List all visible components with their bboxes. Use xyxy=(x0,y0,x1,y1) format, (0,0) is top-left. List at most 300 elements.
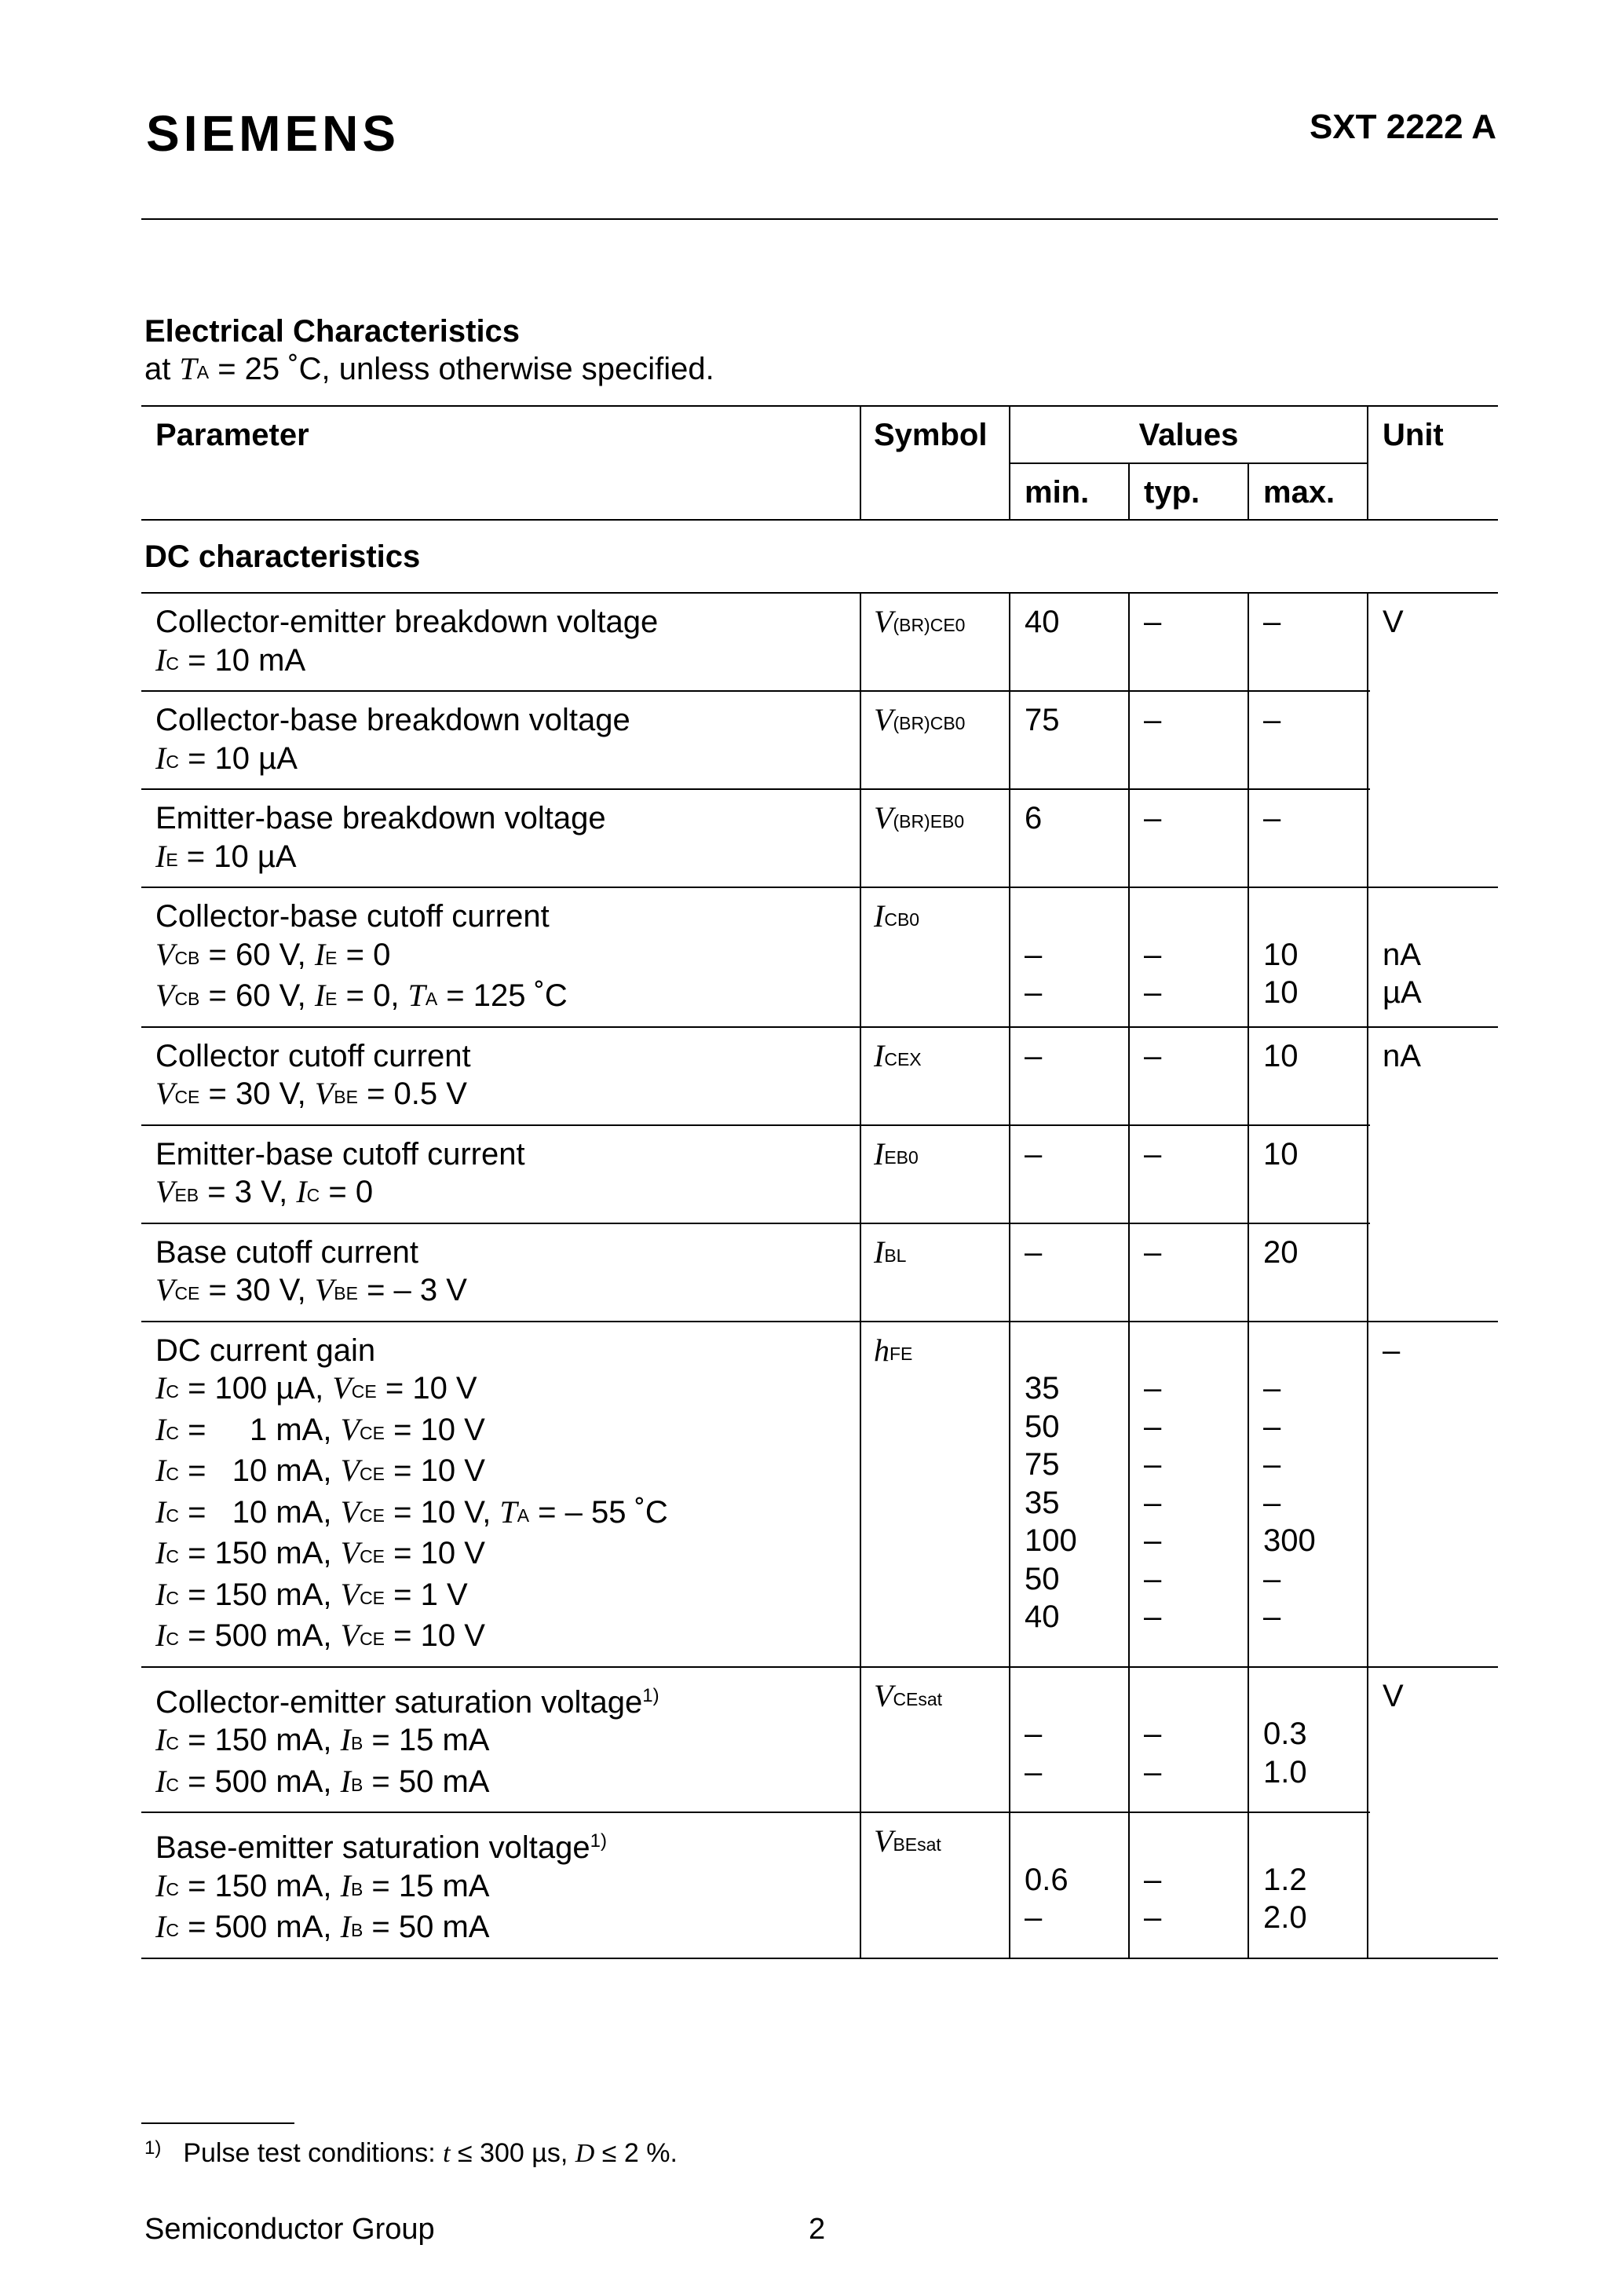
parameter-text: Base cutoff current xyxy=(155,1234,418,1270)
symbol-letter: V xyxy=(332,1370,352,1406)
symbol-letter: I xyxy=(155,1618,166,1653)
condition-line xyxy=(155,1075,860,1117)
condition-line xyxy=(155,1617,860,1658)
condition-text: = 10 V xyxy=(385,1453,485,1488)
condition-line xyxy=(155,1763,860,1804)
condition-line xyxy=(155,1867,860,1909)
value-typ: – xyxy=(1144,1371,1162,1406)
subscript: CE xyxy=(360,1587,385,1608)
parameter-name xyxy=(155,701,860,740)
condition-text: = 1 mA, xyxy=(178,1412,341,1447)
subscript: A xyxy=(517,1504,530,1526)
condition-text: = 10 V, xyxy=(385,1494,500,1530)
subscript: A xyxy=(425,989,438,1009)
footnote-text-c: ≤ 2 %. xyxy=(594,2138,678,2168)
parameter-cell xyxy=(141,1224,861,1321)
parameter-name xyxy=(155,1332,860,1370)
value-max-cell xyxy=(1249,1813,1368,1958)
symbol-letter: I xyxy=(155,1535,166,1570)
unit: nA xyxy=(1383,937,1421,972)
value-max: – xyxy=(1263,1600,1281,1634)
condition-text: = 10 V xyxy=(385,1536,485,1570)
table-row xyxy=(141,790,1498,887)
value-min: 50 xyxy=(1025,1561,1060,1596)
table-row xyxy=(141,1028,1498,1124)
parameter-cell xyxy=(141,790,861,887)
value-typ-cell xyxy=(1130,1668,1249,1812)
value-min: – xyxy=(1025,975,1043,1010)
subscript: C xyxy=(166,1546,179,1567)
parameter-name xyxy=(155,898,860,936)
condition-text: = 3 V, xyxy=(199,1175,297,1209)
condition-text: = 10 mA, xyxy=(178,1453,341,1488)
value-typ: – xyxy=(1144,937,1162,972)
condition-text: = 10 mA xyxy=(178,642,306,678)
condition-text: = 60 V, xyxy=(199,978,315,1013)
condition-line xyxy=(155,1452,860,1493)
unit: V xyxy=(1383,1678,1404,1713)
value-min-cell xyxy=(1010,1322,1130,1666)
value-typ: – xyxy=(1144,1447,1162,1482)
value-max: 10 xyxy=(1263,1038,1299,1073)
value-typ: – xyxy=(1144,1717,1162,1751)
value-min-cell xyxy=(1010,1224,1130,1321)
parameter-text: Collector-emitter breakdown voltage xyxy=(155,605,659,639)
value-min: – xyxy=(1025,1038,1043,1073)
condition-text: = – 3 V xyxy=(357,1273,467,1307)
unit-cell xyxy=(1368,1126,1498,1223)
value-typ-cell xyxy=(1130,1322,1249,1666)
spacer xyxy=(1025,1677,1128,1716)
symbol-letter: T xyxy=(407,978,426,1013)
unit: nA xyxy=(1383,1038,1421,1073)
condition-text: = 150 mA, xyxy=(178,1577,341,1612)
value-min-cell xyxy=(1010,888,1130,1026)
symbol-letter: V xyxy=(874,604,893,639)
symbol-letter: V xyxy=(874,702,893,737)
subscript: C xyxy=(166,751,179,772)
subscript: CEX xyxy=(884,1048,922,1069)
value-max: 1.2 xyxy=(1263,1862,1307,1897)
subscript: FE xyxy=(890,1343,913,1364)
unit: µA xyxy=(1383,975,1422,1010)
condition-line xyxy=(155,1534,860,1576)
condition-line xyxy=(155,740,860,781)
parameter-cell xyxy=(141,594,861,690)
value-max: 2.0 xyxy=(1263,1900,1307,1935)
value-max-cell xyxy=(1249,1224,1368,1321)
header-symbol: Symbol xyxy=(861,407,1010,519)
value-max: 300 xyxy=(1263,1523,1316,1558)
parameter-cell xyxy=(141,1322,861,1666)
symbol-letter: I xyxy=(296,1174,307,1209)
subscript: C xyxy=(306,1185,320,1205)
subscript: C xyxy=(166,1878,179,1899)
spacer xyxy=(1144,898,1248,936)
subscript: CE xyxy=(174,1283,200,1303)
symbol-letter: V xyxy=(155,978,175,1013)
condition-text: = 500 mA, xyxy=(178,1910,341,1944)
spacer xyxy=(1263,1677,1367,1716)
value-min: – xyxy=(1025,1136,1043,1172)
value-typ: – xyxy=(1144,801,1162,835)
footnote-ref: 1) xyxy=(642,1684,659,1706)
subscript: CB xyxy=(174,947,200,968)
siemens-logo: SIEMENS xyxy=(146,105,400,162)
footnote xyxy=(144,2137,678,2170)
section-title: Electrical Characteristics xyxy=(144,314,521,349)
footnote-symbol-d: D xyxy=(575,2139,595,2168)
symbol-letter: I xyxy=(340,1867,351,1903)
parameter-text: DC current gain xyxy=(155,1333,376,1368)
value-typ: – xyxy=(1144,1234,1162,1270)
condition-text: = 10 V xyxy=(384,1412,485,1447)
symbol-letter: V xyxy=(340,1453,360,1488)
footer-publisher: Semiconductor Group xyxy=(144,2213,435,2246)
subscript: C xyxy=(166,1629,179,1649)
unit: – xyxy=(1383,1333,1401,1368)
value-max-cell xyxy=(1249,790,1368,887)
condition-line xyxy=(155,1411,860,1453)
unit-cell xyxy=(1368,594,1498,690)
symbol-letter: h xyxy=(874,1332,890,1368)
subscript: BL xyxy=(884,1245,907,1266)
parameter-cell xyxy=(141,692,861,788)
parameter-cell xyxy=(141,1668,861,1812)
value-max: – xyxy=(1263,703,1281,737)
value-max-cell xyxy=(1249,1028,1368,1124)
subscript: CE xyxy=(360,1422,385,1443)
subscript: (BR)CB0 xyxy=(893,713,966,733)
parameter-name xyxy=(155,799,860,838)
subscript: B xyxy=(350,1733,363,1753)
section-note xyxy=(144,350,714,388)
subscript: CE xyxy=(360,1504,385,1526)
subscript: E xyxy=(166,849,178,870)
table-header xyxy=(141,405,1498,521)
value-min: – xyxy=(1025,1234,1043,1270)
condition-text: = 500 mA, xyxy=(178,1764,341,1799)
symbol-letter: I xyxy=(340,1763,351,1799)
symbol-letter: I xyxy=(155,1453,166,1488)
subscript: CEsat xyxy=(893,1688,943,1709)
symbol-letter: I xyxy=(155,1867,166,1903)
value-typ: – xyxy=(1144,1409,1162,1444)
value-min: 0.6 xyxy=(1025,1862,1069,1897)
condition-text: = 100 µA, xyxy=(178,1371,333,1406)
table-row xyxy=(141,692,1498,788)
table-row xyxy=(141,1668,1498,1812)
value-max: – xyxy=(1263,605,1281,639)
condition-text: = 1 V xyxy=(385,1577,468,1612)
table-body xyxy=(141,594,1498,1958)
symbol-letter: V xyxy=(314,1272,334,1307)
condition-text: = 50 mA xyxy=(363,1910,490,1944)
condition-line xyxy=(155,1369,860,1411)
table-row xyxy=(141,1126,1498,1223)
condition-line xyxy=(155,1271,860,1313)
value-min: – xyxy=(1025,937,1043,972)
parameter-name xyxy=(155,1677,860,1722)
value-max: 1.0 xyxy=(1263,1754,1307,1790)
condition-text: = 150 mA, xyxy=(178,1868,341,1903)
symbol-letter: V xyxy=(874,800,893,835)
subscript: EB xyxy=(174,1185,199,1205)
unit: V xyxy=(1383,605,1404,639)
symbol-letter: V xyxy=(155,936,175,972)
value-typ: – xyxy=(1144,1600,1162,1634)
subscript: BE xyxy=(334,1087,358,1107)
parameter-cell xyxy=(141,1126,861,1223)
symbol-letter: I xyxy=(340,1722,351,1757)
symbol-letter: I xyxy=(874,898,885,934)
value-max: 10 xyxy=(1263,975,1299,1010)
unit-cell xyxy=(1368,888,1498,1026)
subscript: C xyxy=(166,1774,179,1795)
value-max-cell xyxy=(1249,1126,1368,1223)
symbol-letter: I xyxy=(874,1037,885,1073)
value-min: 6 xyxy=(1025,801,1043,835)
condition-text: = 15 mA xyxy=(363,1723,490,1757)
subscript: BEsat xyxy=(893,1834,941,1855)
value-min-cell xyxy=(1010,1028,1130,1124)
table-row xyxy=(141,888,1498,1026)
unit xyxy=(1383,898,1498,936)
parameter-text: Collector-emitter saturation voltage xyxy=(155,1684,643,1720)
value-typ: – xyxy=(1144,1485,1162,1520)
value-min: – xyxy=(1025,1717,1043,1751)
condition-text: = 0 xyxy=(337,937,391,972)
symbol-letter: V xyxy=(874,1677,893,1713)
subscript: B xyxy=(350,1920,363,1940)
subscript: CE xyxy=(351,1381,377,1402)
header-min: min. xyxy=(1010,464,1130,520)
value-min: 100 xyxy=(1025,1523,1077,1558)
unit-cell xyxy=(1368,1322,1498,1666)
condition-text: = 10 V xyxy=(385,1618,485,1653)
value-typ-cell xyxy=(1130,888,1249,1026)
symbol-cell xyxy=(861,1224,1010,1321)
symbol-letter: V xyxy=(874,1823,893,1859)
value-max-cell xyxy=(1249,594,1368,690)
value-max-cell xyxy=(1249,1668,1368,1812)
value-max-cell xyxy=(1249,1322,1368,1666)
parameter-text: Emitter-base breakdown voltage xyxy=(155,801,606,835)
unit-cell xyxy=(1368,1224,1498,1321)
value-max: 0.3 xyxy=(1263,1717,1307,1751)
value-typ-cell xyxy=(1130,1813,1249,1958)
value-typ-cell xyxy=(1130,790,1249,887)
symbol-letter: I xyxy=(155,1909,166,1944)
header-unit: Unit xyxy=(1383,418,1444,452)
condition-text: = 60 V, xyxy=(199,937,315,972)
symbol-letter: I xyxy=(155,740,166,776)
unit-cell xyxy=(1368,692,1498,788)
header-rule xyxy=(141,218,1498,220)
symbol-letter: I xyxy=(874,1135,885,1172)
condition-text: = 500 mA, xyxy=(178,1618,341,1653)
value-min-cell xyxy=(1010,594,1130,690)
spacer xyxy=(1144,1332,1248,1370)
symbol-cell xyxy=(861,594,1010,690)
symbol-letter: I xyxy=(155,838,166,874)
symbol-cell xyxy=(861,790,1010,887)
header-max: max. xyxy=(1249,464,1368,520)
condition-text: = 125 ˚C xyxy=(437,978,568,1013)
value-min: 75 xyxy=(1025,703,1060,737)
value-typ: – xyxy=(1144,703,1162,737)
spacer xyxy=(1025,898,1128,936)
spacer xyxy=(1144,1823,1248,1861)
symbol-letter: T xyxy=(499,1493,517,1530)
value-typ-cell xyxy=(1130,692,1249,788)
parameter-text: Emitter-base cutoff current xyxy=(155,1136,525,1172)
subscript: C xyxy=(166,653,179,674)
symbol-cell xyxy=(861,692,1010,788)
page-number: 2 xyxy=(809,2213,826,2246)
value-max: 20 xyxy=(1263,1234,1299,1270)
unit-cell xyxy=(1368,1813,1498,1958)
condition-text: = 10 µA xyxy=(177,839,297,874)
row-divider xyxy=(141,1958,1498,1959)
condition-text: = 10 mA, xyxy=(178,1494,341,1530)
value-typ: – xyxy=(1144,1754,1162,1790)
symbol-cell xyxy=(861,1028,1010,1124)
subscript: C xyxy=(166,1381,179,1402)
footnote-symbol-t: t xyxy=(443,2139,451,2168)
symbol-letter: I xyxy=(155,1370,166,1406)
note-symbol: T xyxy=(179,351,197,386)
value-max-cell xyxy=(1249,692,1368,788)
condition-line xyxy=(155,977,860,1018)
value-max: 10 xyxy=(1263,1136,1299,1172)
note-prefix: at xyxy=(144,352,180,386)
symbol-letter: V xyxy=(340,1618,360,1653)
symbol-letter: I xyxy=(874,1234,885,1270)
value-typ-cell xyxy=(1130,594,1249,690)
characteristics-table xyxy=(141,405,1498,1959)
subscript: C xyxy=(166,1464,179,1484)
parameter-cell xyxy=(141,1813,861,1958)
symbol-cell xyxy=(861,1126,1010,1223)
symbol-letter: I xyxy=(314,936,326,972)
value-min-cell xyxy=(1010,790,1130,887)
parameter-cell xyxy=(141,1028,861,1124)
parameter-name xyxy=(155,1135,860,1174)
note-subscript: A xyxy=(196,362,210,382)
symbol-cell xyxy=(861,1668,1010,1812)
symbol-letter: V xyxy=(340,1493,360,1530)
spacer xyxy=(1144,1677,1248,1716)
spacer xyxy=(1025,1332,1128,1370)
parameter-name xyxy=(155,1823,860,1867)
condition-text: = 0.5 V xyxy=(357,1077,467,1111)
header-parameter: Parameter xyxy=(141,407,861,519)
condition-text: = 50 mA xyxy=(363,1764,490,1799)
value-min: 35 xyxy=(1025,1371,1060,1406)
value-min-cell xyxy=(1010,1668,1130,1812)
table-row xyxy=(141,594,1498,690)
condition-text: = 30 V, xyxy=(199,1273,315,1307)
symbol-letter: V xyxy=(155,1076,175,1111)
subscript: CE xyxy=(360,1546,385,1567)
header-values: Values xyxy=(1010,407,1368,464)
subscript: C xyxy=(166,1422,179,1443)
condition-line xyxy=(155,1173,860,1215)
value-min: – xyxy=(1025,1900,1043,1935)
symbol-letter: I xyxy=(155,1411,166,1447)
value-max: – xyxy=(1263,1371,1281,1406)
value-typ: – xyxy=(1144,1561,1162,1596)
value-max: – xyxy=(1263,801,1281,835)
parameter-name xyxy=(155,1234,860,1272)
symbol-letter: V xyxy=(340,1535,360,1570)
subscript: (BR)CE0 xyxy=(893,615,966,635)
value-typ-cell xyxy=(1130,1126,1249,1223)
subscript: E xyxy=(325,989,338,1009)
condition-text: = 150 mA, xyxy=(178,1536,341,1570)
symbol-cell xyxy=(861,1322,1010,1666)
spacer xyxy=(1263,1823,1367,1861)
condition-text: = 150 mA, xyxy=(178,1723,341,1757)
header-typ: typ. xyxy=(1130,464,1249,520)
value-typ: – xyxy=(1144,1136,1162,1172)
parameter-cell xyxy=(141,888,861,1026)
value-max-cell xyxy=(1249,888,1368,1026)
symbol-letter: V xyxy=(340,1411,360,1447)
table-row xyxy=(141,1813,1498,1958)
spacer xyxy=(1025,1823,1128,1861)
subscript: C xyxy=(166,1733,179,1753)
value-min: 35 xyxy=(1025,1485,1060,1520)
value-max: – xyxy=(1263,1485,1281,1520)
parameter-name xyxy=(155,603,860,642)
condition-line xyxy=(155,936,860,978)
symbol-letter: V xyxy=(314,1076,334,1111)
unit-cell xyxy=(1368,1028,1498,1124)
subscript: E xyxy=(325,947,338,968)
value-typ: – xyxy=(1144,1038,1162,1073)
unit-cell xyxy=(1368,790,1498,887)
value-max: – xyxy=(1263,1409,1281,1444)
group-title: DC characteristics xyxy=(141,521,1498,594)
unit-cell xyxy=(1368,1668,1498,1812)
footnote-text-a: Pulse test conditions: xyxy=(183,2138,444,2168)
value-min-cell xyxy=(1010,1813,1130,1958)
symbol-letter: I xyxy=(314,978,326,1013)
symbol-letter: V xyxy=(155,1174,175,1209)
table-row xyxy=(141,1224,1498,1321)
symbol-letter: I xyxy=(340,1909,351,1944)
condition-text: = 0, xyxy=(337,978,408,1013)
value-typ-cell xyxy=(1130,1028,1249,1124)
subscript: C xyxy=(166,1587,179,1608)
value-min: 50 xyxy=(1025,1409,1060,1444)
symbol-letter: I xyxy=(155,1763,166,1799)
value-min-cell xyxy=(1010,1126,1130,1223)
condition-line xyxy=(155,642,860,683)
value-min: 40 xyxy=(1025,1600,1060,1634)
subscript: CE xyxy=(174,1087,200,1107)
subscript: B xyxy=(350,1774,363,1795)
value-typ-cell xyxy=(1130,1224,1249,1321)
condition-text: = – 55 ˚C xyxy=(529,1494,668,1530)
condition-line xyxy=(155,1908,860,1950)
symbol-cell xyxy=(861,1813,1010,1958)
subscript: B xyxy=(350,1878,363,1899)
value-min: 40 xyxy=(1025,605,1060,639)
footnote-number: 1) xyxy=(144,2137,162,2159)
